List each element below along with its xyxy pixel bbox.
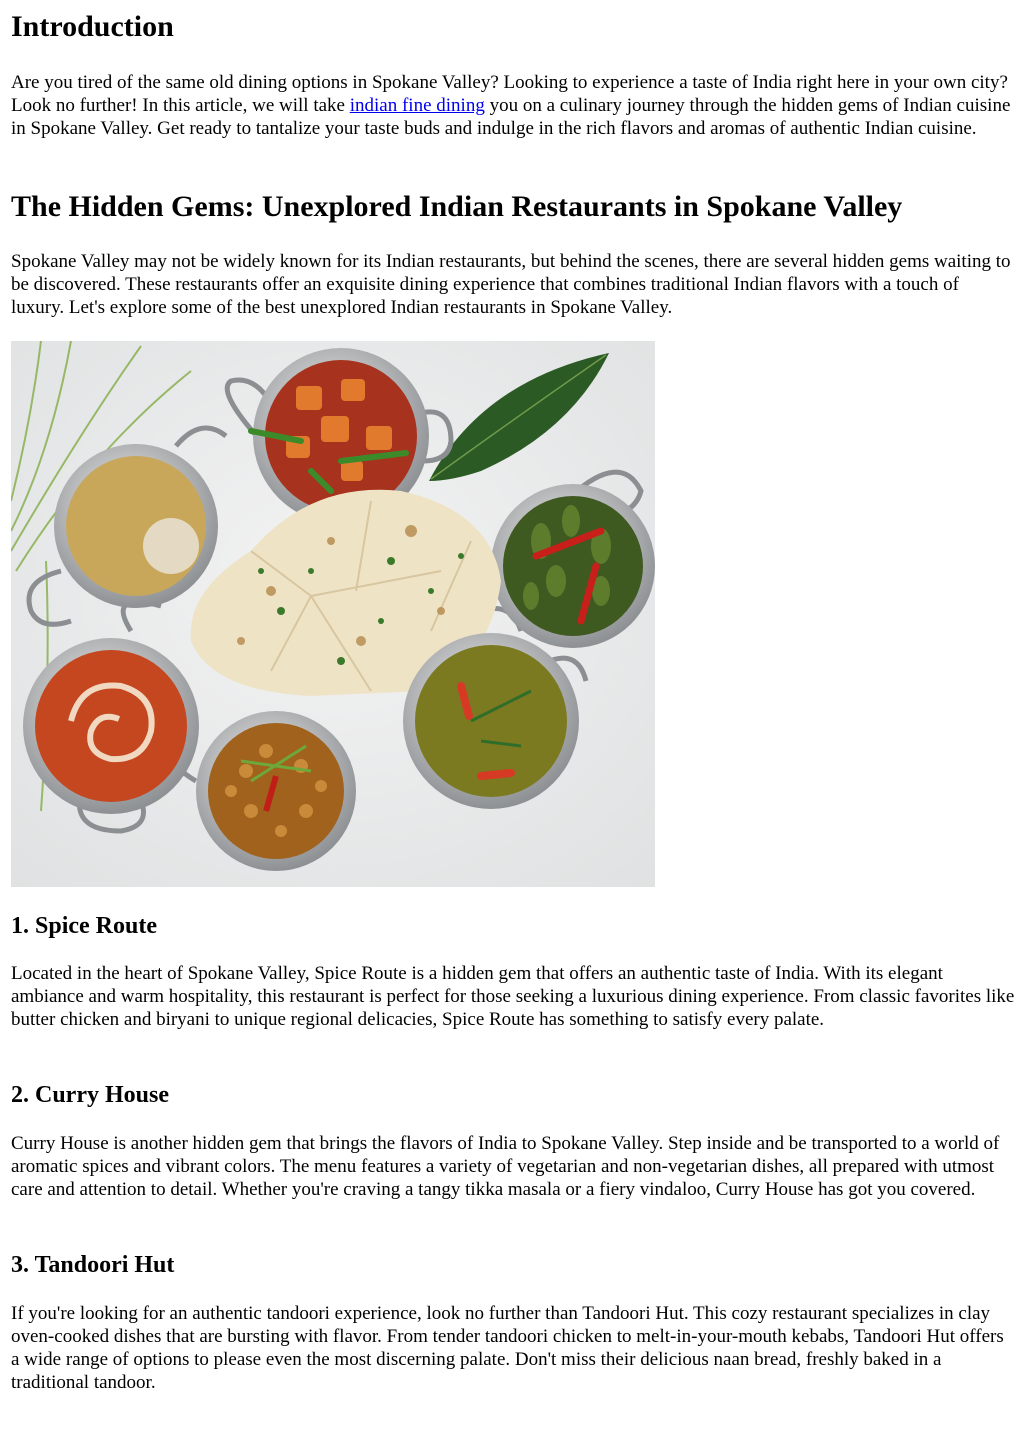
restaurant-3-heading: 3. Tandoori Hut [11,1252,175,1278]
restaurant-2-heading: 2. Curry House [11,1082,169,1108]
indian-fine-dining-link[interactable]: indian fine dining [349,95,485,116]
hidden-gems-paragraph: Spokane Valley may not be widely known for its Indian restaurants, but behind the scenes, there are several hidden gems waiting to be discovered. These restaurants offer an exquisite dining experience that combines traditional Indian flavors with a touch of luxury. Let's explore some of the best unexplored Indian restaurants in Spokane Valley. [11,251,1011,318]
indian-dishes-photo [11,341,655,887]
intro-text-before-link: Are you tired of the same old dining options in Spokane Valley? Looking to experience a taste of India right here in your own city? Look no further! In this article, we will take [11,72,1008,116]
hidden-gems-heading: The Hidden Gems: Unexplored Indian Restaurants in Spokane Valley [11,190,903,223]
restaurant-1-paragraph: Located in the heart of Spokane Valley, Spice Route is a hidden gem that offers an authentic taste of India. With its elegant ambiance and warm hospitality, this restaurant is perfect for those seeking a luxurious dining experience. From classic favorites like butter chicken and biryani to unique regional delicacies, Spice Route has something to satisfy every palate. [11,963,1015,1030]
restaurant-1-heading: 1. Spice Route [11,913,157,939]
restaurant-3-paragraph: If you're looking for an authentic tandoori experience, look no further than Tandoori Hut. This cozy restaurant specializes in clay oven-cooked dishes that are bursting with flavor. From tender tandoori chicken to melt-in-your-mouth kebabs, Tandoori Hut offers a wide range of options to please even the most discerning palate. Don't miss their delicious naan bread, freshly baked in a traditional tandoor. [11,1303,1004,1393]
intro-paragraph [11,71,1015,140]
restaurant-2-paragraph: Curry House is another hidden gem that brings the flavors of India to Spokane Valley. Step inside and be transported to a world of aromatic spices and vibrant colors. The menu features a variety of vegetarian and non-vegetarian dishes, all prepared with utmost care and attention to detail. Whether you're craving a tangy tikka masala or a fiery vindaloo, Curry House has got you covered. [11,1133,1000,1200]
intro-text-after-link: you on a culinary journey through the hidden gems of Indian cuisine in Spokane Valley. Get ready to tantalize your taste buds and indulge in the rich flavors and aromas of authentic Indian cuisine. [11,95,1011,139]
intro-heading: Introduction [11,10,174,43]
